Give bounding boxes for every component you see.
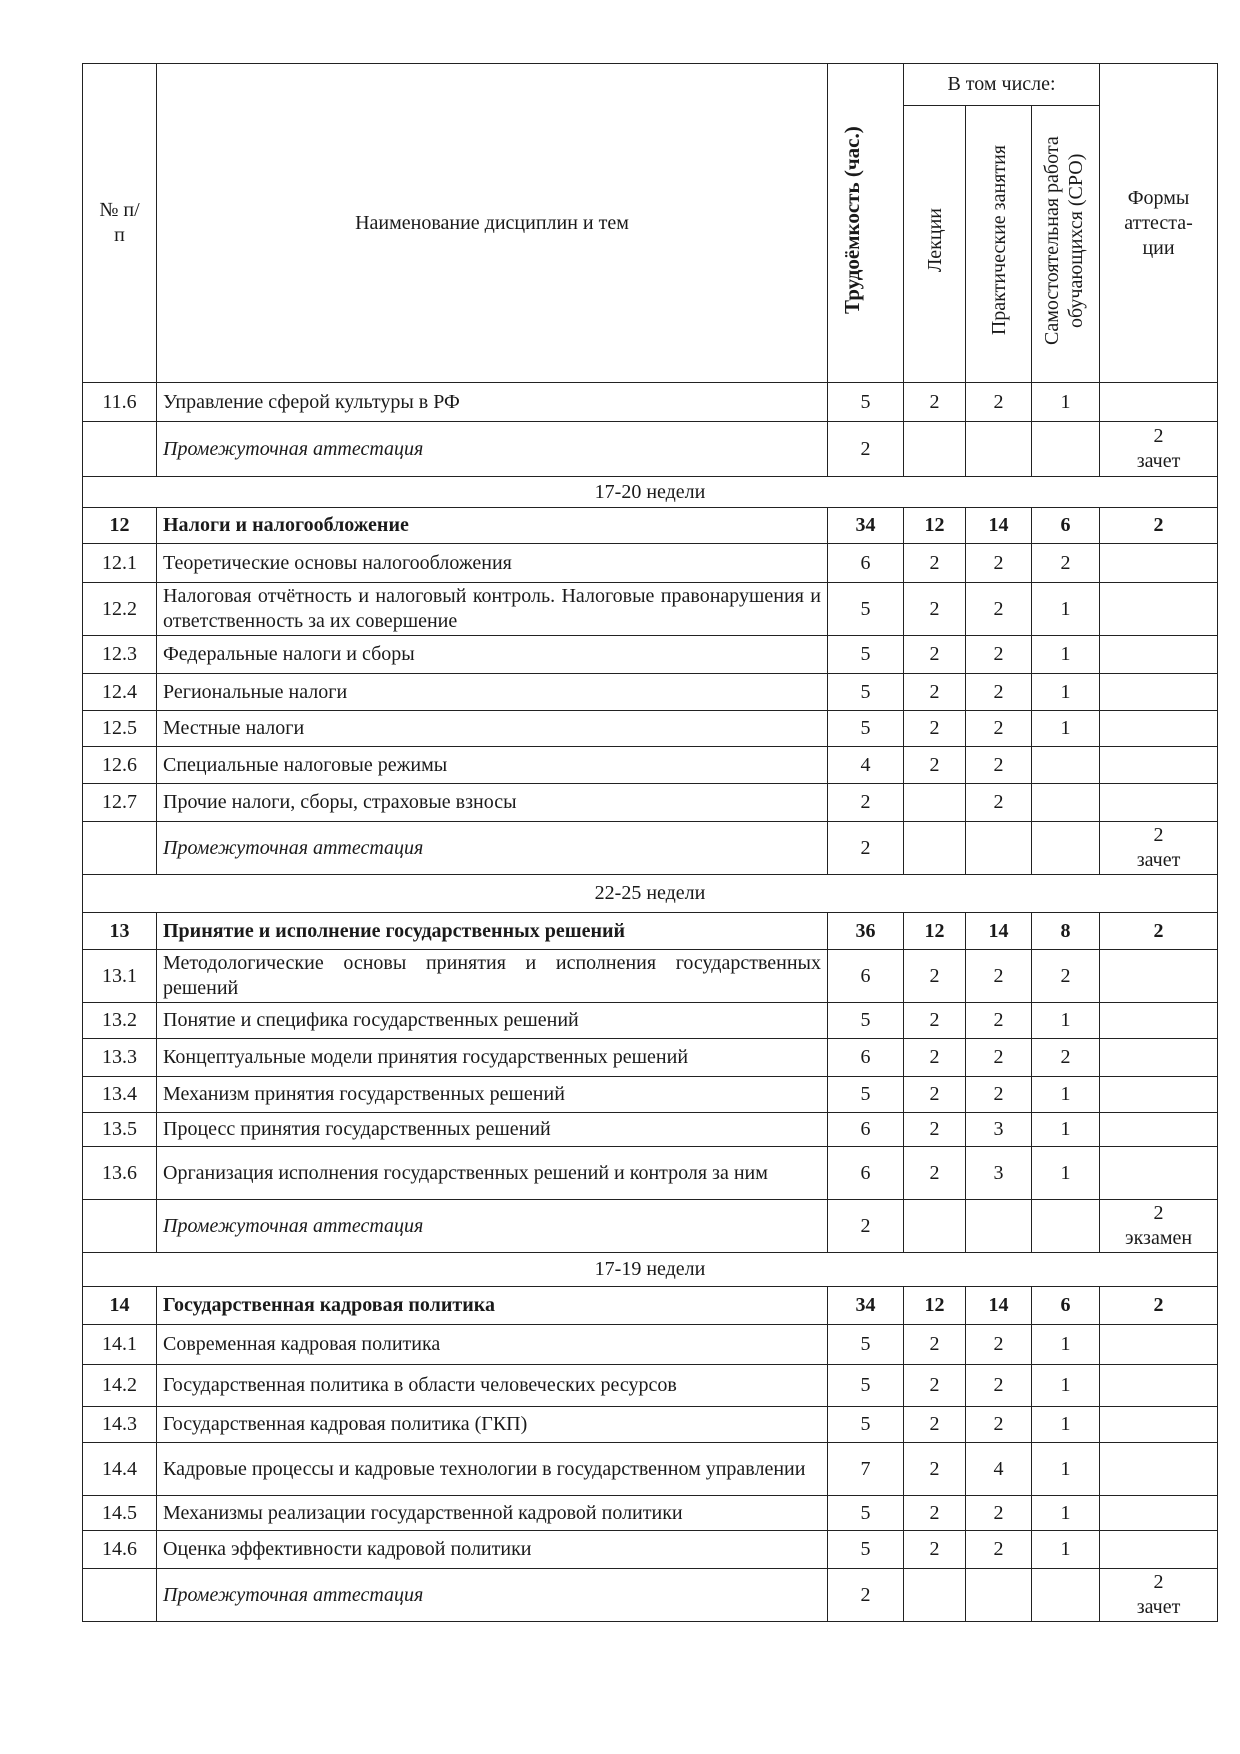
header-group: В том числе: (904, 64, 1100, 106)
hours-cell: 5 (828, 636, 904, 674)
header-lectures-label: Лекции (923, 208, 946, 273)
lectures-cell: 2 (904, 747, 966, 784)
self-work-cell (1032, 822, 1100, 875)
row-number: 12.1 (83, 544, 157, 583)
practice-cell: 2 (966, 1039, 1032, 1077)
row-name: Оценка эффективности кадровой политики (157, 1531, 828, 1569)
practice-cell: 2 (966, 1496, 1032, 1531)
row-name: Методологические основы принятия и исполнения государственных решений (157, 950, 828, 1003)
topic-row (83, 1325, 1218, 1365)
lectures-cell: 2 (904, 950, 966, 1003)
forms-type: зачет (1136, 1596, 1181, 1618)
header-forms (1100, 64, 1218, 383)
forms-value: 2 (1153, 425, 1164, 447)
lectures-cell: 2 (904, 1531, 966, 1569)
forms-cell (1100, 1569, 1218, 1622)
row-number: 13.2 (83, 1003, 157, 1039)
row-number: 13.5 (83, 1113, 157, 1147)
forms-type: экзамен (1125, 1227, 1193, 1249)
header-lectures (904, 106, 966, 383)
row-name: Принятие и исполнение государственных решений (157, 913, 828, 950)
lectures-cell (904, 784, 966, 822)
practice-cell: 2 (966, 544, 1032, 583)
row-name: Теоретические основы налогообложения (157, 544, 828, 583)
hours-cell: 5 (828, 1325, 904, 1365)
lectures-cell: 2 (904, 544, 966, 583)
hours-cell: 6 (828, 950, 904, 1003)
topic-row (83, 711, 1218, 747)
row-number (83, 422, 157, 477)
hours-cell: 5 (828, 383, 904, 422)
row-number: 13.4 (83, 1077, 157, 1113)
forms-cell (1100, 784, 1218, 822)
self-work-cell: 1 (1032, 1443, 1100, 1496)
practice-cell (966, 1569, 1032, 1622)
topic-row (83, 544, 1218, 583)
self-work-cell: 1 (1032, 1531, 1100, 1569)
lectures-cell: 2 (904, 1365, 966, 1407)
forms-cell (1100, 1147, 1218, 1200)
row-number: 12.5 (83, 711, 157, 747)
hours-cell: 7 (828, 1443, 904, 1496)
hours-cell: 5 (828, 1531, 904, 1569)
practice-cell: 2 (966, 747, 1032, 784)
hours-cell: 5 (828, 1077, 904, 1113)
hours-cell: 5 (828, 711, 904, 747)
forms-cell (1100, 1039, 1218, 1077)
topic-row (83, 950, 1218, 1003)
row-number: 14.4 (83, 1443, 157, 1496)
topic-row (83, 1531, 1218, 1569)
forms-cell (1100, 1496, 1218, 1531)
row-name: Концептуальные модели принятия государственных решений (157, 1039, 828, 1077)
lectures-cell: 2 (904, 1325, 966, 1365)
row-name: Прочие налоги, сборы, страховые взносы (157, 784, 828, 822)
self-work-cell: 6 (1032, 508, 1100, 544)
practice-cell (966, 422, 1032, 477)
practice-cell (966, 822, 1032, 875)
row-name: Организация исполнения государственных решений и контроля за ним (157, 1147, 828, 1200)
topic-row (83, 1407, 1218, 1443)
practice-cell: 14 (966, 508, 1032, 544)
row-name: Современная кадровая политика (157, 1325, 828, 1365)
row-number: 12.4 (83, 674, 157, 711)
topic-row (83, 636, 1218, 674)
discipline-row (83, 1287, 1218, 1325)
lectures-cell: 2 (904, 674, 966, 711)
row-name: Управление сферой культуры в РФ (157, 383, 828, 422)
lectures-cell: 12 (904, 913, 966, 950)
practice-cell: 2 (966, 636, 1032, 674)
self-work-cell (1032, 1200, 1100, 1253)
lectures-cell: 2 (904, 383, 966, 422)
self-work-cell: 1 (1032, 383, 1100, 422)
row-name: Региональные налоги (157, 674, 828, 711)
practice-cell: 14 (966, 1287, 1032, 1325)
header-num-label: № п/п (99, 199, 140, 246)
topic-row (83, 784, 1218, 822)
practice-cell: 2 (966, 950, 1032, 1003)
topic-row (83, 1077, 1218, 1113)
forms-type: зачет (1136, 450, 1181, 472)
hours-cell: 36 (828, 913, 904, 950)
lectures-cell (904, 422, 966, 477)
row-number: 14.1 (83, 1325, 157, 1365)
row-number: 14.3 (83, 1407, 157, 1443)
row-name: Федеральные налоги и сборы (157, 636, 828, 674)
header-self-work-label: Самостоятельная работа обучающихся (СРО) (1040, 136, 1087, 345)
row-name: Государственная кадровая политика (ГКП) (157, 1407, 828, 1443)
forms-value: 2 (1153, 1571, 1164, 1593)
row-name: Местные налоги (157, 711, 828, 747)
header-practice-label: Практические занятия (987, 145, 1010, 336)
practice-cell: 3 (966, 1113, 1032, 1147)
row-number: 12.2 (83, 583, 157, 636)
row-name: Промежуточная аттестация (157, 822, 828, 875)
hours-cell: 5 (828, 583, 904, 636)
lectures-cell: 2 (904, 583, 966, 636)
table-header (83, 64, 1218, 383)
practice-cell: 2 (966, 383, 1032, 422)
hours-cell: 2 (828, 1200, 904, 1253)
lectures-cell: 2 (904, 1147, 966, 1200)
self-work-cell: 1 (1032, 1113, 1100, 1147)
self-work-cell: 1 (1032, 1407, 1100, 1443)
hours-cell: 6 (828, 1147, 904, 1200)
self-work-cell: 6 (1032, 1287, 1100, 1325)
forms-type: зачет (1136, 849, 1181, 871)
row-name: Государственная кадровая политика (157, 1287, 828, 1325)
lectures-cell: 2 (904, 636, 966, 674)
forms-cell (1100, 1443, 1218, 1496)
curriculum-table (82, 63, 1218, 1622)
table-body (83, 383, 1218, 1622)
forms-cell: 2 (1100, 913, 1218, 950)
lectures-cell: 2 (904, 1113, 966, 1147)
forms-cell (1100, 1531, 1218, 1569)
forms-cell (1100, 544, 1218, 583)
forms-cell (1100, 822, 1218, 875)
row-number: 13.3 (83, 1039, 157, 1077)
practice-cell: 3 (966, 1147, 1032, 1200)
row-name: Государственная политика в области человеческих ресурсов (157, 1365, 828, 1407)
lectures-cell: 2 (904, 1039, 966, 1077)
hours-cell: 6 (828, 1039, 904, 1077)
forms-cell: 2 (1100, 1287, 1218, 1325)
practice-cell: 2 (966, 1003, 1032, 1039)
practice-cell: 2 (966, 583, 1032, 636)
self-work-cell: 1 (1032, 636, 1100, 674)
hours-cell: 5 (828, 1003, 904, 1039)
row-name: Промежуточная аттестация (157, 1200, 828, 1253)
practice-cell: 2 (966, 784, 1032, 822)
row-name: Налоги и налогообложение (157, 508, 828, 544)
discipline-row (83, 508, 1218, 544)
practice-cell: 2 (966, 1407, 1032, 1443)
attestation-row (83, 422, 1218, 477)
topic-row (83, 583, 1218, 636)
row-number: 13.6 (83, 1147, 157, 1200)
forms-cell (1100, 711, 1218, 747)
forms-value: 2 (1153, 824, 1164, 846)
row-name: Механизмы реализации государственной кадровой политики (157, 1496, 828, 1531)
self-work-cell: 1 (1032, 674, 1100, 711)
forms-cell (1100, 383, 1218, 422)
topic-row (83, 1147, 1218, 1200)
hours-cell: 34 (828, 1287, 904, 1325)
row-number (83, 1200, 157, 1253)
row-number: 12.7 (83, 784, 157, 822)
practice-cell: 2 (966, 1365, 1032, 1407)
topic-row (83, 674, 1218, 711)
self-work-cell: 1 (1032, 1365, 1100, 1407)
row-name: Механизм принятия государственных решений (157, 1077, 828, 1113)
self-work-cell: 2 (1032, 544, 1100, 583)
row-name: Промежуточная аттестация (157, 422, 828, 477)
lectures-cell: 12 (904, 1287, 966, 1325)
self-work-cell: 1 (1032, 711, 1100, 747)
row-number: 14.6 (83, 1531, 157, 1569)
row-number: 14.2 (83, 1365, 157, 1407)
lectures-cell (904, 822, 966, 875)
self-work-cell (1032, 422, 1100, 477)
weeks-row (83, 1253, 1218, 1287)
self-work-cell: 2 (1032, 950, 1100, 1003)
header-name: Наименование дисциплин и тем (157, 64, 828, 383)
lectures-cell: 2 (904, 1496, 966, 1531)
lectures-cell: 2 (904, 1003, 966, 1039)
lectures-cell (904, 1200, 966, 1253)
hours-cell: 5 (828, 1365, 904, 1407)
topic-row (83, 1039, 1218, 1077)
self-work-cell (1032, 784, 1100, 822)
self-work-cell: 1 (1032, 1077, 1100, 1113)
row-number: 13 (83, 913, 157, 950)
forms-cell (1100, 1200, 1218, 1253)
hours-cell: 5 (828, 674, 904, 711)
self-work-cell: 2 (1032, 1039, 1100, 1077)
topic-row (83, 383, 1218, 422)
row-name: Специальные налоговые режимы (157, 747, 828, 784)
lectures-cell: 2 (904, 711, 966, 747)
practice-cell: 2 (966, 1531, 1032, 1569)
discipline-row (83, 913, 1218, 950)
forms-cell (1100, 1003, 1218, 1039)
weeks-row (83, 477, 1218, 508)
hours-cell: 6 (828, 544, 904, 583)
weeks-label: 22-25 недели (83, 875, 1218, 913)
lectures-cell (904, 1569, 966, 1622)
practice-cell: 2 (966, 1077, 1032, 1113)
topic-row (83, 747, 1218, 784)
forms-cell (1100, 674, 1218, 711)
practice-cell (966, 1200, 1032, 1253)
topic-row (83, 1443, 1218, 1496)
row-number (83, 822, 157, 875)
hours-cell: 34 (828, 508, 904, 544)
row-name: Кадровые процессы и кадровые технологии в государственном управлении (157, 1443, 828, 1496)
hours-cell: 5 (828, 1407, 904, 1443)
forms-cell (1100, 747, 1218, 784)
practice-cell: 2 (966, 1325, 1032, 1365)
forms-cell (1100, 583, 1218, 636)
hours-cell: 6 (828, 1113, 904, 1147)
weeks-label: 17-20 недели (83, 477, 1218, 508)
self-work-cell (1032, 747, 1100, 784)
self-work-cell: 8 (1032, 913, 1100, 950)
forms-cell (1100, 1113, 1218, 1147)
forms-cell (1100, 1365, 1218, 1407)
topic-row (83, 1113, 1218, 1147)
row-name: Налоговая отчётность и налоговый контроль. Налоговые правонарушения и ответственность за их совершение (157, 583, 828, 636)
self-work-cell: 1 (1032, 1147, 1100, 1200)
hours-cell: 2 (828, 784, 904, 822)
row-number: 12 (83, 508, 157, 544)
self-work-cell (1032, 1569, 1100, 1622)
self-work-cell: 1 (1032, 1496, 1100, 1531)
row-name: Процесс принятия государственных решений (157, 1113, 828, 1147)
forms-cell: 2 (1100, 508, 1218, 544)
lectures-cell: 2 (904, 1077, 966, 1113)
self-work-cell: 1 (1032, 1003, 1100, 1039)
practice-cell: 4 (966, 1443, 1032, 1496)
forms-cell (1100, 950, 1218, 1003)
header-forms-label: Формы аттеста-ции (1124, 186, 1193, 259)
forms-cell (1100, 1077, 1218, 1113)
forms-cell (1100, 1407, 1218, 1443)
practice-cell: 2 (966, 711, 1032, 747)
header-hours (828, 64, 904, 383)
forms-cell (1100, 636, 1218, 674)
forms-value: 2 (1153, 1202, 1164, 1224)
lectures-cell: 12 (904, 508, 966, 544)
practice-cell: 14 (966, 913, 1032, 950)
hours-cell: 2 (828, 822, 904, 875)
lectures-cell: 2 (904, 1443, 966, 1496)
row-number: 12.6 (83, 747, 157, 784)
row-number: 13.1 (83, 950, 157, 1003)
row-number (83, 1569, 157, 1622)
row-number: 11.6 (83, 383, 157, 422)
row-name: Понятие и специфика государственных решений (157, 1003, 828, 1039)
row-number: 14 (83, 1287, 157, 1325)
header-self-work (1032, 106, 1100, 383)
row-number: 14.5 (83, 1496, 157, 1531)
forms-cell (1100, 1325, 1218, 1365)
self-work-cell: 1 (1032, 1325, 1100, 1365)
topic-row (83, 1003, 1218, 1039)
topic-row (83, 1496, 1218, 1531)
header-practice (966, 106, 1032, 383)
row-number: 12.3 (83, 636, 157, 674)
hours-cell: 5 (828, 1496, 904, 1531)
hours-cell: 4 (828, 747, 904, 784)
hours-cell: 2 (828, 422, 904, 477)
practice-cell: 2 (966, 674, 1032, 711)
lectures-cell: 2 (904, 1407, 966, 1443)
forms-cell (1100, 422, 1218, 477)
topic-row (83, 1365, 1218, 1407)
weeks-label: 17-19 недели (83, 1253, 1218, 1287)
attestation-row (83, 1200, 1218, 1253)
hours-cell: 2 (828, 1569, 904, 1622)
header-hours-label: Трудоёмкость (час.) (839, 125, 864, 314)
attestation-row (83, 822, 1218, 875)
row-name: Промежуточная аттестация (157, 1569, 828, 1622)
header-num (83, 64, 157, 383)
attestation-row (83, 1569, 1218, 1622)
weeks-row (83, 875, 1218, 913)
self-work-cell: 1 (1032, 583, 1100, 636)
